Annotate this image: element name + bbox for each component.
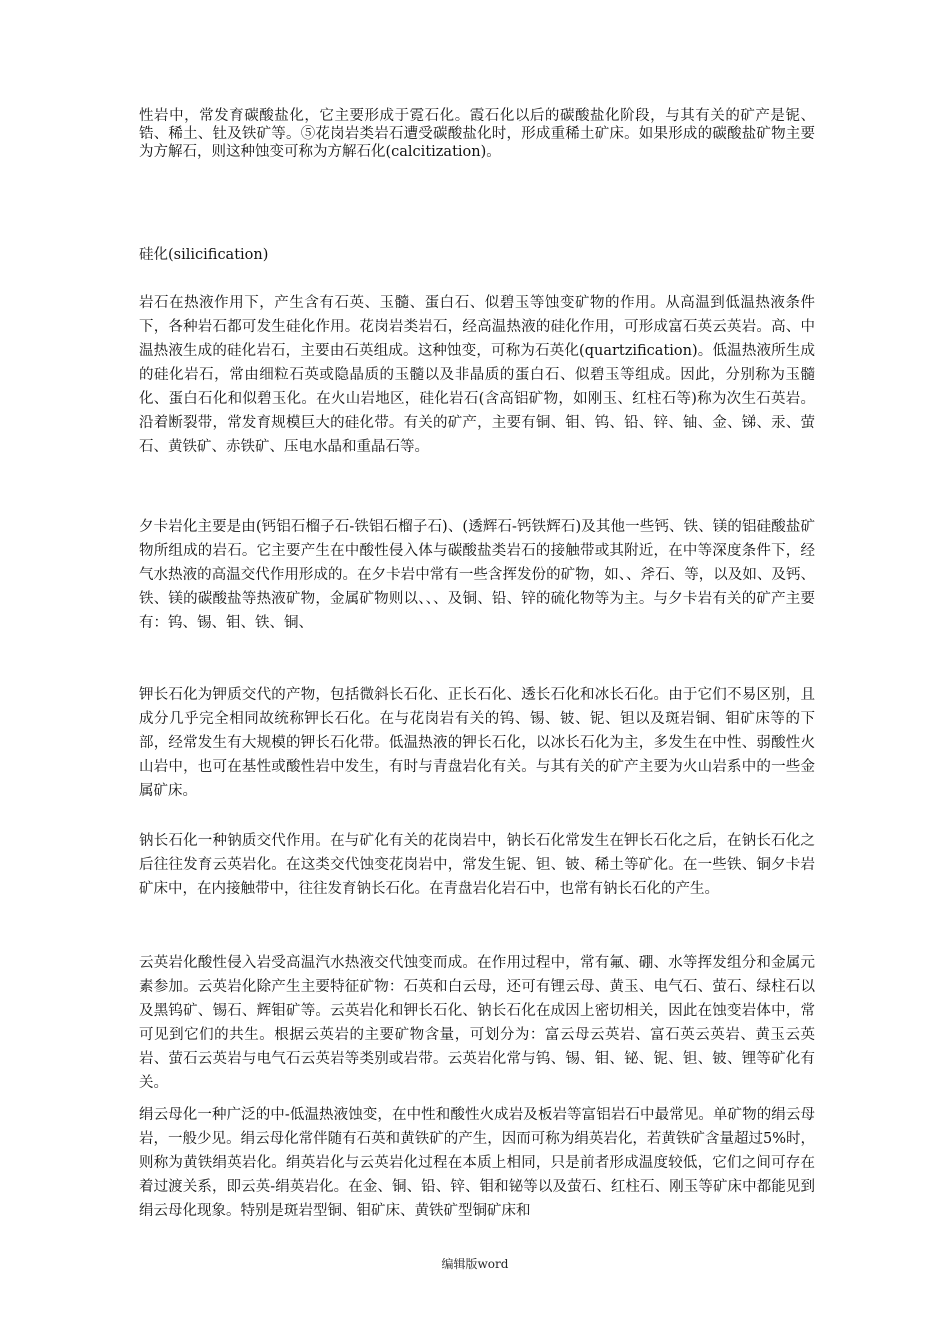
paragraph-silicification: 岩石在热液作用下，产生含有石英、玉髓、蛋白石、似碧玉等蚀变矿物的作用。从高温到低温热液条件下，各种岩石都可发生硅化作用。花岗岩类岩石，经高温热液的硅化作用，可形成富石英云英岩。高、中温热液生成的硅化岩石，主要由石英组成。这种蚀变，可称为石英化(quartzification)。低温热液所生成的硅化岩石，常由细粒石英或隐晶质的玉髓以及非晶质的蛋白石、似碧玉等组成。因此，分别称为玉髓化、蛋白石化和似碧玉化。在火山岩地区，硅化岩石(含高铝矿物，如刚玉、红柱石等)称为次生石英岩。沿着断裂带，常发育规模巨大的硅化带。有关的矿产，主要有铜、钼、钨、铅、锌、铀、金、锑、汞、萤石、黄铁矿、赤铁矿、压电水晶和重晶石等。 bbox=[139, 295, 815, 455]
paragraph-albitization: 钠长石化一种钠质交代作用。在与矿化有关的花岗岩中，钠长石化常发生在钾长石化之后，在钠长石化之后往往发育云英岩化。在这类交代蚀变花岗岩中，常发生铌、钽、铍、稀土等矿化。在一些铁、铜夕卡岩矿床中，在内接触带中，往往发育钠长石化。在青盘岩化岩石中，也常有钠长石化的产生。 bbox=[139, 833, 815, 897]
paragraph-carbonatization-end: 性岩中，常发育碳酸盐化，它主要形成于霓石化。霞石化以后的碳酸盐化阶段，与其有关的矿产是铌、锆、稀土、钍及铁矿等。⑤花岗岩类岩石遭受碳酸盐化时，形成重稀土矿床。如果形成的碳酸盐矿物主要为方解石，则这种蚀变可称为方解石化(calcitization)。 bbox=[139, 108, 815, 160]
paragraph-skarnization: 夕卡岩化主要是由(钙铝石榴子石-铁铝石榴子石)、(透辉石-钙铁辉石)及其他一些钙、铁、镁的铝硅酸盐矿物所组成的岩石。它主要产生在中酸性侵入体与碳酸盐类岩石的接触带或其附近，在中等深度条件下，经气水热液的高温交代作用形成的。在夕卡岩中常有一些含挥发份的矿物，如、、斧石、等，以及如、及钙、铁、镁的碳酸盐等热液矿物，金属矿物则以、、、及铜、铅、锌的硫化物等为主。与夕卡岩有关的矿产主要有：钨、锡、钼、铁、铜、 bbox=[139, 519, 815, 631]
heading-silicification: 硅化(silicification) bbox=[139, 247, 269, 263]
paragraph-sericitization: 绢云母化一种广泛的中-低温热液蚀变，在中性和酸性火成岩及板岩等富铝岩石中最常见。单矿物的绢云母岩，一般少见。绢云母化常伴随有石英和黄铁矿的产生，因而可称为绢英岩化，若黄铁矿含量超过5%时，则称为黄铁绢英岩化。绢英岩化与云英岩化过程在本质上相同，只是前者形成温度较低，它们之间可存在着过渡关系，即云英-绢英岩化。在金、铜、铅、锌、钼和铋等以及萤石、红柱石、刚玉等矿床中都能见到绢云母化现象。特别是斑岩型铜、钼矿床、黄铁矿型铜矿床和 bbox=[139, 1107, 815, 1219]
paragraph-k-feldspathization: 钾长石化为钾质交代的产物，包括微斜长石化、正长石化、透长石化和冰长石化。由于它们不易区别，且成分几乎完全相同故统称钾长石化。在与花岗岩有关的钨、锡、铍、铌、钽以及斑岩铜、钼矿床等的下部，经常发生有大规模的钾长石化带。低温热液的钾长石化，以冰长石化为主，多发生在中性、弱酸性火山岩中，也可在基性或酸性岩中发生，有时与青盘岩化有关。与其有关的矿产主要为火山岩系中的一些金属矿床。 bbox=[139, 687, 815, 799]
page-footer: 编辑版word bbox=[441, 1257, 509, 1271]
paragraph-greisenization: 云英岩化酸性侵入岩受高温汽水热液交代蚀变而成。在作用过程中，常有氟、硼、水等挥发组分和金属元素参加。云英岩化除产生主要特征矿物：石英和白云母，还可有锂云母、黄玉、电气石、萤石、绿柱石以及黑钨矿、锡石、辉钼矿等。云英岩化和钾长石化、钠长石化在成因上密切相关，因此在蚀变岩体中，常可见到它们的共生。根据云英岩的主要矿物含量，可划分为：富云母云英岩、富石英云英岩、黄玉云英岩、萤石云英岩与电气石云英岩等类别或岩带。云英岩化常与钨、锡、钼、铋、铌、钽、铍、锂等矿化有关。 bbox=[139, 955, 815, 1091]
